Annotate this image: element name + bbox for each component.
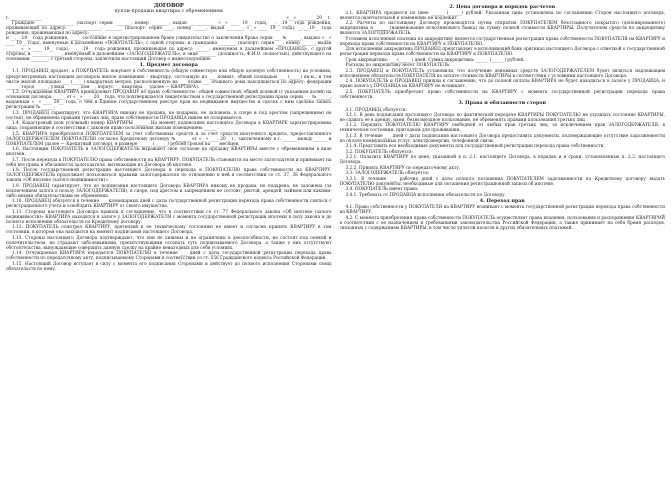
clause-paragraph: Для исполнения аккредитива ПРОДАВЕЦ представляет в исполняющий банк оригинал настоящего Договора с отметкой о государственной регистрации перехода права собственности на КВАРТИРУ к ПОКУПАТЕЛЮ.	[339, 47, 665, 58]
clause-paragraph: 3.1. ПРОДАВЕЦ обязуется:	[345, 107, 407, 113]
clause-paragraph: Срок аккредитива: ___ (______) дней. Сумма аккредитива: ______ (______) рублей.	[345, 57, 525, 63]
left-column	[6, 3, 332, 475]
clause-paragraph: 3.2.2. Принять КВАРТИРУ по передаточному акту.	[345, 165, 461, 171]
clause-paragraph: 1.2. Отчуждаемая КВАРТИРА принадлежит ПРОДАВЦУ по праву собственности - общей совместной, общей долевой (с указанием долей) на основании договора ______ от «__» ____ 20__ года, что подтверждается свидетельством о государственной регистрации права серии ___ № ______, выданным «__» ____ 20__ года, о чем в Едином государственном реестре прав на недвижимое имущество и сделок с ним сделана запись регистрации № ______.	[6, 90, 332, 111]
date-line: «__» ________ 20__ г.	[286, 15, 332, 21]
document-subtitle: купли-продажи квартиры с обременением	[114, 9, 223, 14]
clause-paragraph: 3.1.1. В день подписания настоящего Договора по фактической передаче КВАРТИРЫ ПОКУПАТЕЛЮ не ухудшать состояние КВАРТИРЫ, не сдавать ее в аренду, наем, безвозмездное пользование, не обременять правами пользования третьих лиц.	[339, 112, 665, 123]
clause-paragraph: 1.9. ПРОДАВЕЦ гарантирует, что до подписания настоящего Договора КВАРТИРА никому не продана, не подарена, не заложена (за исключением залога в пользу ЗАЛОГОДЕРЖАТЕЛЯ), в споре, под арестом и запрещением не состоит, рентой, арендой, наймом или какими-либо иными обязательствами не обременена.	[6, 183, 332, 199]
clause-paragraph: 1.7. После перехода к ПОКУПАТЕЛЮ права собственности на КВАРТИРУ, ПОКУПАТЕЛЬ становится на место залогодателя и принимает на себя все права и обязанности залогодателя, вытекающие из Договора об ипотеке.	[6, 157, 332, 168]
clause-paragraph: 2.1. КВАРТИРА продается по цене ______ (______) рублей. Указанная цена установлена по соглашению Сторон настоящего договора, является окончательной и изменению не подлежит.	[339, 10, 665, 21]
city-line: г. ______________	[6, 15, 42, 21]
clause-paragraph: 2.4. ПОКУПАТЕЛЬ и ПРОДАВЕЦ пришли к соглашению, что до полной оплаты КВАРТИРА не будет находиться в залоге у ПРОДАВЦА, и право залога у ПРОДАВЦА на КВАРТИРУ не возникает.	[339, 79, 665, 90]
clause-paragraph: 1.5. КВАРТИРА приобретается ПОКУПАТЕЛЕМ за счет собственных средств и за счет средств ипотечного кредита, предоставленного ЗАЛОГОДЕРЖАТЕЛЕМ ПОКУПАТЕЛЮ согласно Кредитному договору № ______ от «__» ____ 20__ г., заключенному в г. ______ между ______ и ПОКУПАТЕЛЕМ (далее — Кредитный договор), в размере ______ (______) рублей сроком на ___ месяцев.	[6, 131, 332, 147]
section-3-heading: 3. Права и обязанности сторон	[458, 100, 547, 107]
clause-paragraph: 3.1.4. Представить все необходимые документы для государственной регистрации перехода права собственности.	[345, 144, 605, 150]
clause-paragraph: 1.8. После государственной регистрации настоящего Договора и перехода к ПОКУПАТЕЛЮ права собственности на КВАРТИРУ, ЗАЛОГОДЕРЖАТЕЛЬ продолжает пользоваться правами залогодержателя по отношению к ней в соответствии со ст. 37, 38 Федерального закона «Об ипотеке (залоге недвижимости)».	[6, 168, 332, 184]
clause-paragraph: 1.1. ПРОДАВЕЦ продает, а ПОКУПАТЕЛЬ покупает в собственность (общую совместную или общую долевую собственность) на условиях, предусмотренных настоящим договором жилое помещение - квартиру, состоящую из ___ комнат, общей площадью ___ (_____) кв.м., в том числе жилой площадью ___ (_____) квадратных метров, расположенную на ___ этаже ___ этажного дома находящегося по адресу: федерации ______, город ______, улица ______, дом __, корпус __, квартира __ (далее — КВАРТИРА).	[6, 69, 332, 90]
clause-paragraph: 3.4.1. Требовать от ПРОДАВЦА исполнения обязательств по Договору.	[345, 192, 506, 198]
preamble-paragraph: Граждане _________________ (паспорт серии _______, номер ________, выдан ____________ «__» ____ 19__ года), __.__.19__ года рождения, проживающий по адресу: _______________, ________ (паспорт: серия ____, номер ______, выдан ________ «__» ____ 19__ года), __.__.19__ года рождения, проживающая по адресу: ______	[6, 20, 332, 36]
clause-paragraph: 1.11. Стороны настоящего Договора пришли к соглашению, что в соответствии со ст. 77 Федерального закона «Об ипотеке (залоге недвижимости)» КВАРТИРА находится в залоге у ЗАЛОГОДЕРЖАТЕЛЯ с момента государственной регистрации ипотеки в силу закона и до полного исполнения обязательств по Кредитному договору.	[6, 209, 332, 225]
clause-paragraph: 3.3. ЗАЛОГОДЕРЖАТЕЛЬ обязуется:	[345, 171, 430, 177]
clause-paragraph: 1.4. Кадастровый (или условный) номер КВАРТИРЫ ______. На момент подписания настоящего Договора в КВАРТИРЕ зарегистрированы лица, сохраняющие в соответствии с законом право пользования жилым помещением: ______.	[6, 121, 332, 132]
right-column	[340, 3, 666, 475]
clause-paragraph: 4.2. С момента приобретения права собственности ПОКУПАТЕЛЬ осуществляет права владения, пользования и распоряжения КВАРТИРОЙ в соответствии с ее назначением и требованиями законодательства Российской Федерации, а также принимает на себя бремя расходов, связанных с содержанием КВАРТИРЫ, в том числе уплатой налогов и других обязательных платежей.	[339, 215, 665, 231]
clause-paragraph: 1.6. Настоящим ПОКУПАТЕЛЬ и ЗАЛОГОДЕРЖАТЕЛЬ выражают свое согласие на продажу КВАРТИРЫ вместе с обременением в виде ипотеки.	[6, 147, 332, 158]
clause-paragraph: 3.3.1. В течение ___ рабочих дней с даты полного погашения ПОКУПАТЕЛЕМ задолженности по Кредитному договору выдать ПОКУПАТЕЛЮ документы, необходимые для погашения регистрационной записи об ипотеке.	[339, 176, 665, 187]
document-title: ДОГОВОР	[153, 3, 184, 9]
section-1-heading: 1. Предмет договора	[139, 62, 198, 69]
section-4-heading: 4. Переход прав	[479, 198, 525, 205]
clause-paragraph: 1.13. Стороны настоящего Договора подтверждают, что они не лишены и не ограничены в дееспособности, не состоят под опекой и попечительством, не страдают заболеваниями, препятствующими осознать суть подписываемого Договора, а также у них отсутствуют обстоятельства, вынуждающие совершить данную сделку на крайне невыгодных для себя условиях.	[6, 235, 332, 251]
clause-paragraph: 1.12. ПОКУПАТЕЛЬ осмотрел КВАРТИРУ, претензий к ее техническому состоянию не имеет и согласен принять КВАРТИРУ в том состоянии, в котором она находится на момент подписания настоящего Договора.	[6, 225, 332, 236]
clause-paragraph: 1.10. ПРОДАВЕЦ обязуется в течение ___ календарных дней с даты государственной регистрации перехода права собственности сняться с регистрационного учета и освободить КВАРТИРУ от своего имущества.	[6, 199, 332, 210]
clause-paragraph: 3.1.3. В течение ___ дней с даты подписания настоящего Договора предоставить документы, подтверждающие отсутствие задолженности по оплате коммунальных услуг, электроэнергии, телефонной связи.	[339, 133, 665, 144]
clause-paragraph: 4.1. Право собственности у ПОКУПАТЕЛЯ на КВАРТИРУ возникает с момента государственной регистрации перехода права собственности на КВАРТИРУ.	[339, 205, 665, 216]
preamble-paragraph: и __.__.19__ года рождения, _____ состоящие в зарегистрированном браке (свидетельство о заключении брака серия ___ № ______, выдано «__» ____ 19__ года), именуемые в дальнейшем «ПОКУПАТЕЛЬ», с одной стороны, и гражданка ________ (паспорт: серия ___, номер ______, выдан ______ «__» ____ 19__ года), __.__.19__ года рождения, проживающая по адресу: ______, именуемая в дальнейшем «ПРОДАВЕЦ», с другой стороны, и ______________, именуемый в дальнейшем «ЗАЛОГОДЕРЖАТЕЛЬ», в лице ________ (должность, Ф.И.О. полностью), действующего на основании ________, с третьей стороны, заключили настоящий Договор о нижеследующем:	[6, 36, 332, 62]
clause-paragraph: 1.15. Настоящий Договор вступает в силу с момента его подписания Сторонами и действует до полного исполнения Сторонами своих обязательств по нему.	[6, 261, 332, 272]
clause-paragraph: 1.14. Отчуждаемая КВАРТИРА передается ПОКУПАТЕЛЮ в течение ___ дней с даты государственной регистрации перехода права собственности по передаточному акту, подписываемому Сторонами в соответствии со ст. 556 Гражданского кодекса Российской Федерации.	[6, 251, 332, 262]
clause-paragraph: 3.4. ПОКУПАТЕЛЬ имеет право:	[345, 187, 419, 193]
clause-paragraph: Условием исполнения платежа по аккредитиву является государственная регистрация права собственности ПОКУПАТЕЛЯ на КВАРТИРУ и перехода права собственности на КВАРТИРУ к ПОКУПАТЕЛЮ.	[339, 36, 665, 47]
clause-paragraph: 2.5. ПОКУПАТЕЛЬ приобретает право собственности на КВАРТИРУ с момента государственной регистрации перехода права собственности.	[339, 89, 665, 100]
clause-paragraph: Расходы по аккредитиву несет ПОКУПАТЕЛЬ.	[345, 63, 451, 69]
clause-paragraph: 2.3. ПРОДАВЕЦ и ПОКУПАТЕЛЬ установили, что получение денежных средств ЗАЛОГОДЕРЖАТЕЛЕМ будет являться надлежащим исполнением обязательств ПОКУПАТЕЛЯ по оплате стоимости КВАРТИРЫ в соответствии с условиями настоящего Договора.	[339, 68, 665, 79]
section-2-heading: 2. Цена договора и порядок расчетов	[449, 3, 556, 10]
clause-paragraph: 3.1.2. Передать ПОКУПАТЕЛЮ КВАРТИРУ свободной от любых прав третьих лиц, за исключением прав ЗАЛОГОДЕРЖАТЕЛЯ, в техническом состоянии, пригодном для проживания.	[339, 123, 665, 134]
clause-paragraph: 2.2. Расчеты по настоящему Договору производятся путем открытия ПОКУПАТЕЛЕМ безотзывного покрытого (депонированного) аккредитива в ______ (наименование исполняющего банка) на сумму полной стоимости КВАРТИРЫ. Получателем средств по аккредитиву является ЗАЛОГОДЕРЖАТЕЛЬ.	[339, 21, 665, 37]
clause-paragraph: 3.2.1. Оплатить КВАРТИРУ по цене, указанной в п. 2.1. настоящего Договора, в порядке и в сроки, установленные п. 2.2. настоящего Договора.	[339, 155, 665, 166]
clause-paragraph: 1.3. ПРОДАВЕЦ гарантирует, что КВАРТИРА никому не продана, не подарена, не заложена, в споре и под арестом (запрещением) не состоит, не обременена правами третьих лиц, право собственности ПРОДАВЦА никем не оспаривается.	[6, 110, 332, 121]
clause-paragraph: 3.2. ПОКУПАТЕЛЬ обязуется:	[345, 149, 414, 155]
